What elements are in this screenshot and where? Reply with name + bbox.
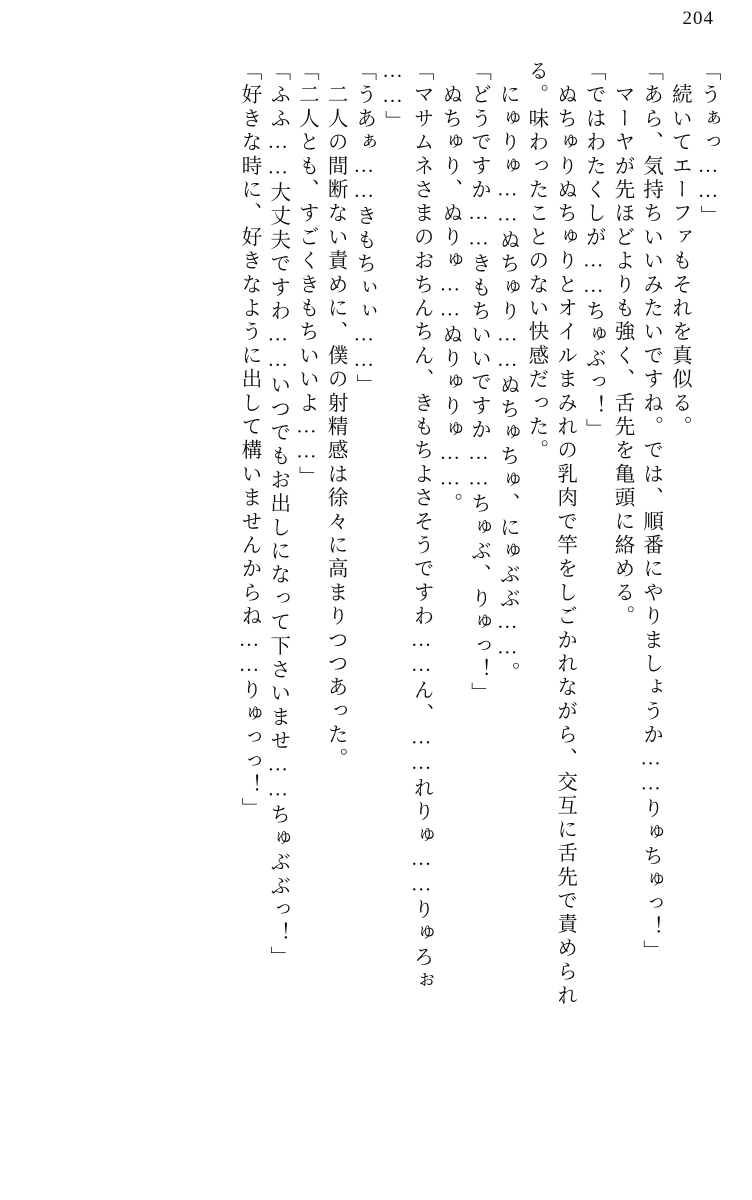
text-line: マーヤが先ほどよりも強く、舌先を亀頭に絡める。 — [610, 60, 633, 629]
text-line: 二人の間断ない責めに、僕の射精感は徐々に高まりつつあった。 — [324, 60, 347, 771]
vertical-text-block — [30, 60, 718, 1170]
text-line: ぬちゅり、ぬりゅ……ぬりゅりゅ……。 — [438, 60, 461, 517]
text-line: ぬちゅりぬちゅりとオイルまみれの乳肉で竿をしごかれながら、交互に舌先で責められ — [553, 60, 576, 1008]
text-line: 「ではわたくしが……ちゅぶっ！」 — [582, 60, 605, 443]
page-number: 204 — [682, 8, 714, 29]
text-line: 「あら、気持ちいいみたいですね。では、順番にやりましょうか……りゅちゅっ！」 — [639, 60, 662, 964]
text-line: 続いてエーファもそれを真似る。 — [668, 60, 691, 440]
text-line: 「どうですか……きもちいいですか……ちゅぶ、りゅっ！」 — [467, 60, 490, 706]
text-line: 「うあぁ……きもちぃぃ……」 — [352, 60, 375, 398]
text-line: ……」 — [381, 60, 404, 135]
text-line: 「うぁっ……」 — [697, 60, 719, 229]
text-line: 「好きな時に、好きなように出して構いませんからね……りゅっっ！」 — [238, 60, 260, 822]
text-line: 「マサムネさまのおちんちん、きもちよさそうですわ……ん、……れりゅ……りゅろぉ — [410, 60, 433, 994]
text-line: 「ふふ……大丈夫ですわ……いつでもお出しになって下さいませ……ちゅぶぶっ！」 — [266, 60, 289, 970]
text-line: にゅりゅ……ぬちゅり……ぬちゅちゅ、にゅぶぶ……。 — [496, 60, 519, 686]
text-line: 「二人とも、すごくきもちいいよ……」 — [295, 60, 318, 490]
text-line: る。味わったことのない快感だった。 — [524, 60, 547, 463]
